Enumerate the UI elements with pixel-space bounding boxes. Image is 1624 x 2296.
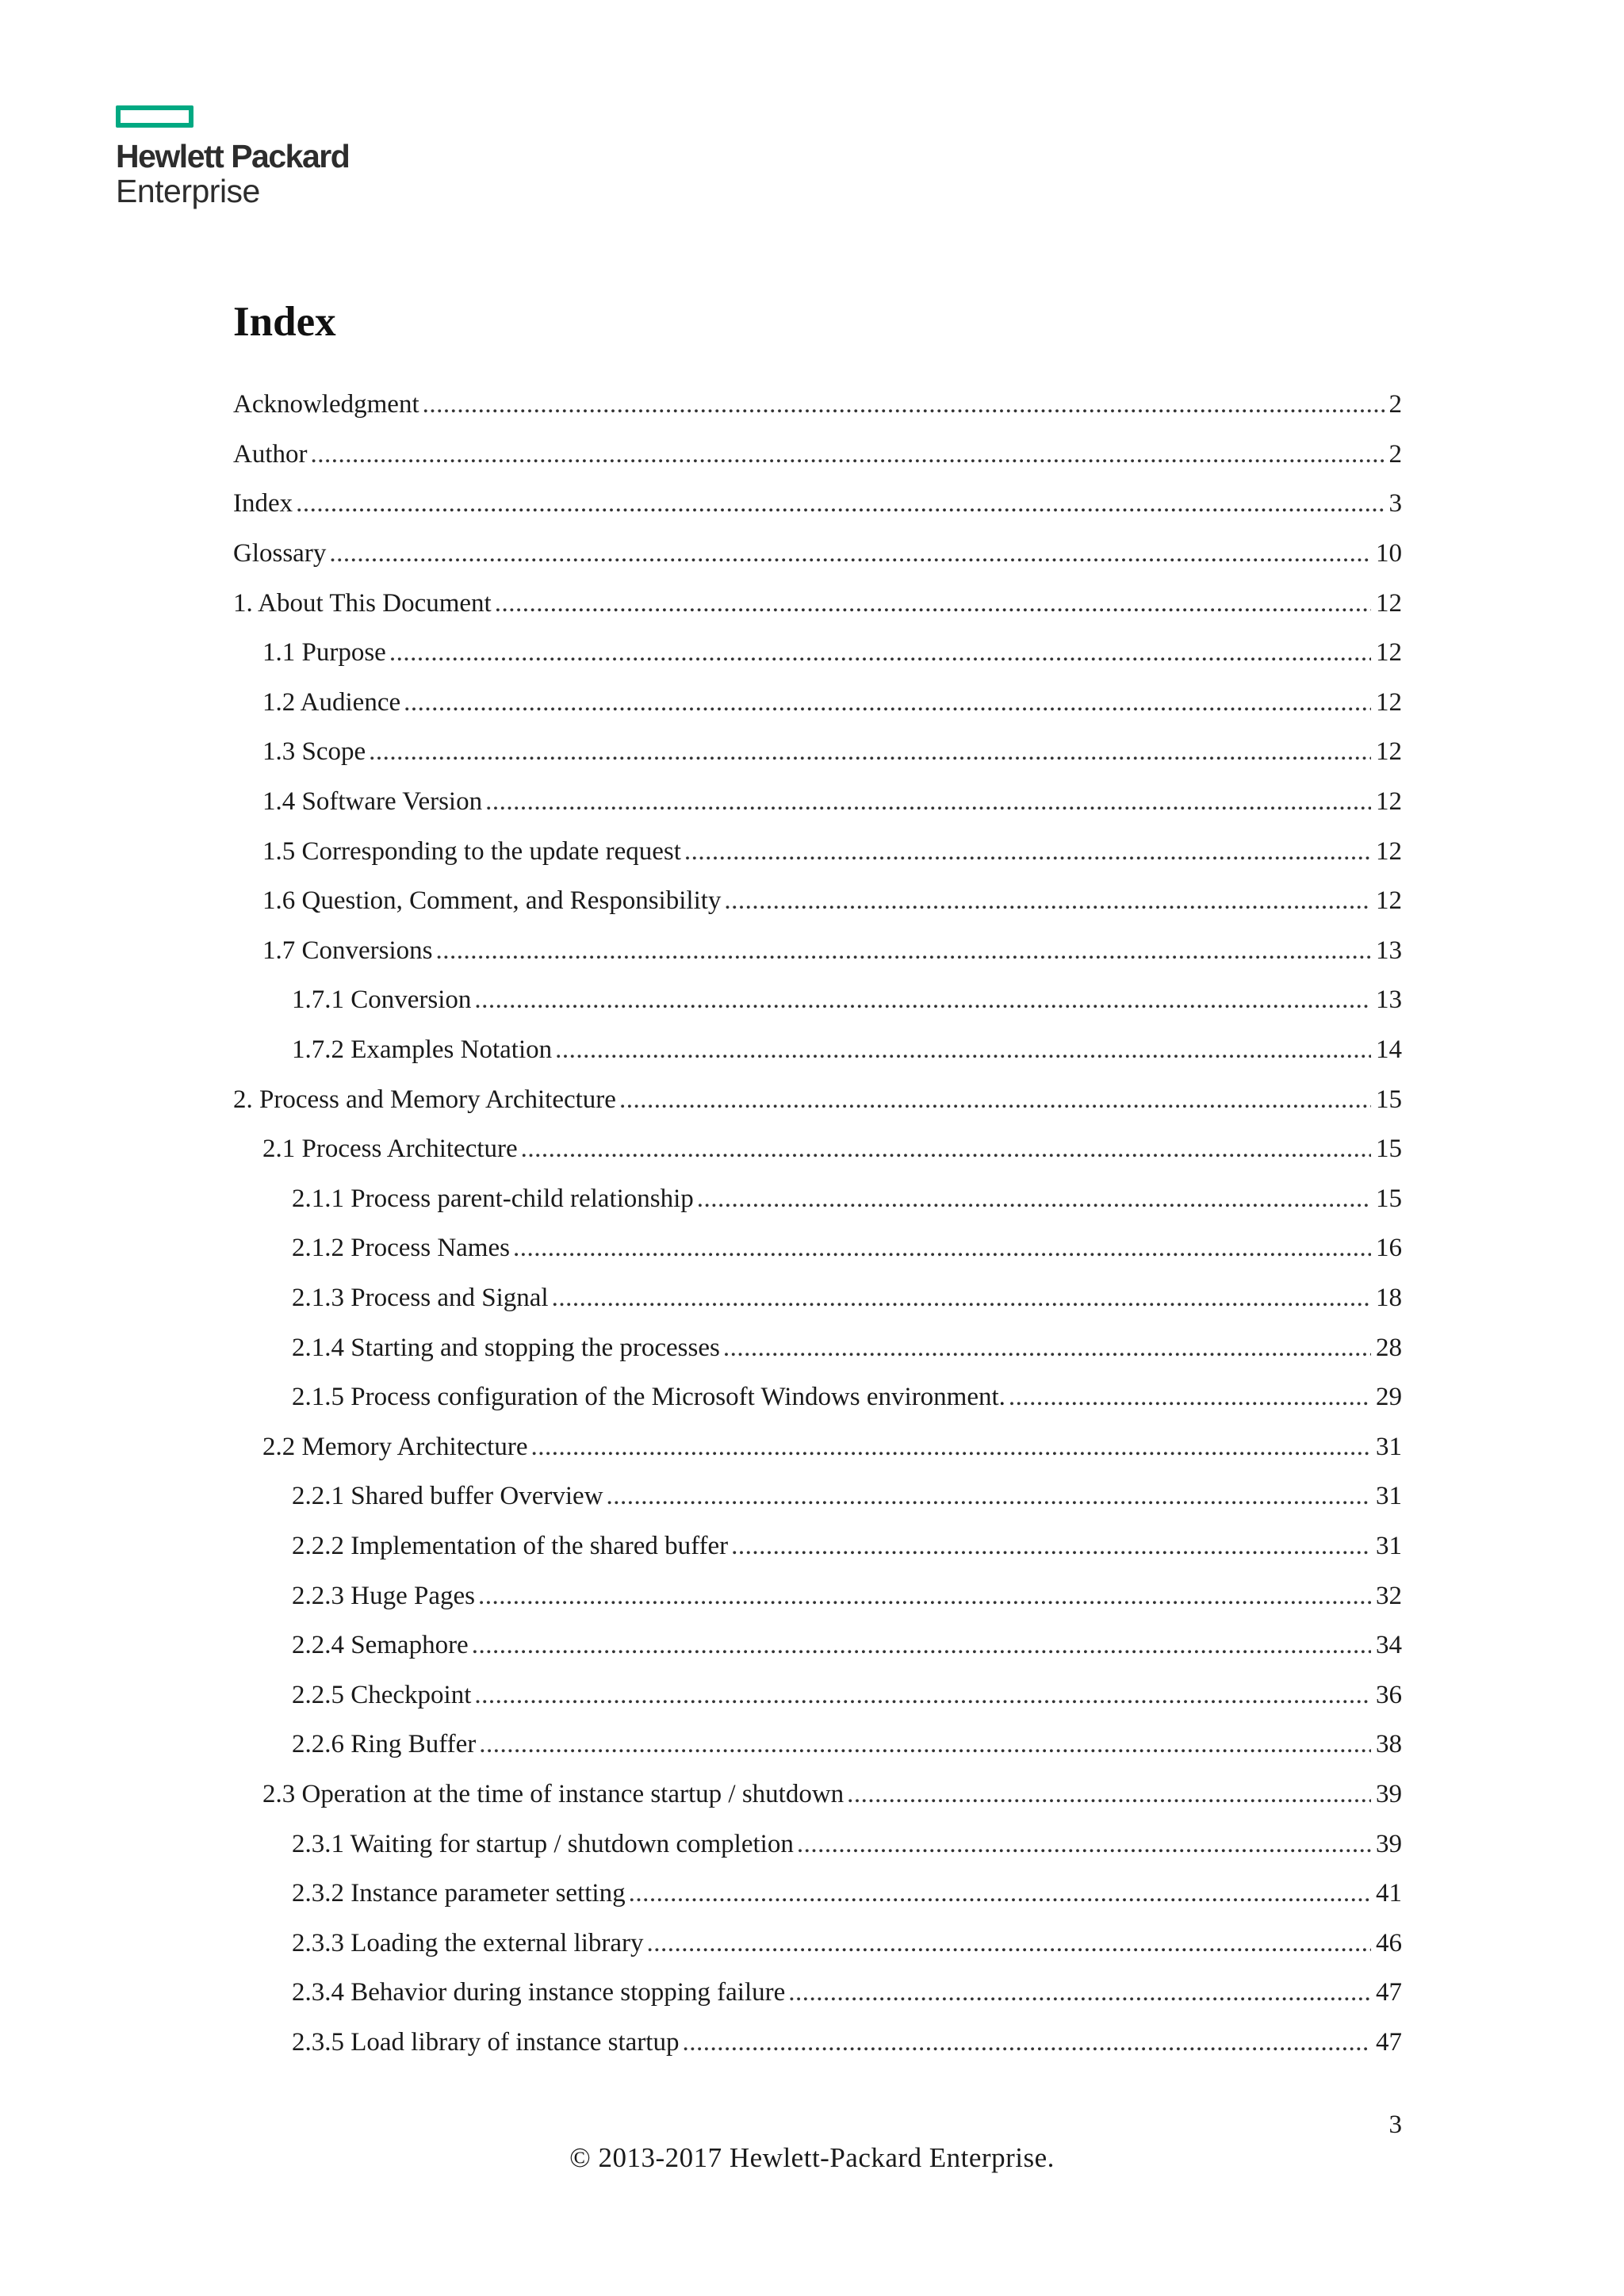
toc-entry[interactable] (233, 628, 1402, 678)
toc-entry-title: 2.3.1 Waiting for startup / shutdown completion (292, 1829, 794, 1858)
toc-entry-page: 12 (1376, 787, 1402, 817)
toc-entry-title: Acknowledgment (233, 390, 419, 419)
toc-dot-leader (797, 1828, 1371, 1860)
toc-entry-title: 1.2 Audience (262, 687, 401, 717)
hpe-logo (116, 105, 349, 209)
toc-entry[interactable] (233, 1521, 1402, 1571)
toc-entry-page: 41 (1376, 1879, 1402, 1908)
toc-entry-page: 15 (1376, 1135, 1402, 1164)
toc-entry-title: 1.6 Question, Comment, and Responsibility (262, 886, 722, 916)
toc-entry-page: 10 (1376, 539, 1402, 568)
toc-entry-title: 2.1.3 Process and Signal (292, 1283, 549, 1312)
toc-entry-title: Author (233, 439, 308, 469)
toc-dot-leader (530, 1431, 1371, 1463)
toc-dot-leader (555, 1034, 1371, 1066)
toc-dot-leader (472, 1629, 1371, 1661)
toc-dot-leader (847, 1778, 1371, 1810)
toc-entry[interactable] (233, 1621, 1402, 1670)
hpe-logo-bar-icon (116, 105, 193, 128)
toc-entry-page: 12 (1376, 638, 1402, 668)
toc-dot-leader (731, 1530, 1371, 1562)
toc-entry-page: 2 (1388, 390, 1402, 419)
toc-entry-page: 39 (1376, 1829, 1402, 1858)
logo-text-line2: Enterprise (116, 173, 260, 209)
toc-entry[interactable] (233, 578, 1402, 628)
toc-entry-title: 1. About This Document (233, 588, 492, 618)
toc-dot-leader (697, 1183, 1371, 1215)
toc-entry-page: 32 (1376, 1581, 1402, 1610)
toc-dot-leader (369, 736, 1371, 767)
toc-entry-page: 18 (1376, 1283, 1402, 1312)
toc-entry-page: 12 (1376, 588, 1402, 618)
toc-entry-page: 36 (1376, 1680, 1402, 1709)
toc-entry[interactable] (233, 1471, 1402, 1521)
toc-entry[interactable] (233, 1869, 1402, 1919)
toc-entry-page: 15 (1376, 1085, 1402, 1114)
toc-dot-leader (436, 935, 1372, 966)
toc-entry[interactable] (233, 1770, 1402, 1820)
toc-entry-title: 1.1 Purpose (262, 638, 386, 668)
toc-dot-leader (474, 984, 1371, 1016)
toc-entry-page: 14 (1376, 1035, 1402, 1065)
toc-dot-leader (723, 1332, 1371, 1364)
toc-entry-title: 1.7 Conversions (262, 936, 433, 965)
toc-entry[interactable] (233, 727, 1402, 777)
toc-entry-page: 12 (1376, 737, 1402, 767)
toc-dot-leader (788, 1976, 1371, 2008)
toc-entry[interactable] (233, 1968, 1402, 2018)
toc-entry[interactable] (233, 380, 1402, 430)
toc-entry[interactable] (233, 1223, 1402, 1273)
toc-dot-leader (389, 637, 1371, 668)
toc-entry-title: 1.5 Corresponding to the update request (262, 836, 681, 866)
toc-dot-leader (682, 2026, 1371, 2058)
toc-entry-page: 31 (1376, 1482, 1402, 1511)
toc-entry-title: 2.2.4 Semaphore (292, 1631, 469, 1660)
toc-entry-page: 12 (1376, 886, 1402, 916)
toc-dot-leader (296, 488, 1384, 519)
toc-dot-leader (513, 1232, 1371, 1264)
toc-entry[interactable] (233, 430, 1402, 480)
toc-entry[interactable] (233, 1422, 1402, 1471)
toc-entry-title: 2.3.2 Instance parameter setting (292, 1879, 626, 1908)
toc-entry-page: 38 (1376, 1730, 1402, 1759)
toc-dot-leader (552, 1282, 1371, 1314)
toc-entry-title: 1.3 Scope (262, 737, 366, 767)
toc-entry-title: 2.1 Process Architecture (262, 1135, 518, 1164)
toc-entry-page: 31 (1376, 1432, 1402, 1461)
toc-entry-title: 2.1.1 Process parent-child relationship (292, 1184, 694, 1213)
toc-entry[interactable] (233, 1670, 1402, 1720)
toc-entry-page: 47 (1376, 2027, 1402, 2057)
toc-dot-leader (485, 786, 1371, 817)
toc-entry-title: 2.2.6 Ring Buffer (292, 1730, 477, 1759)
toc-entry[interactable] (233, 777, 1402, 827)
toc-entry-page: 29 (1376, 1383, 1402, 1412)
toc-dot-leader (404, 687, 1371, 718)
toc-entry-title: Glossary (233, 539, 327, 568)
toc-entry[interactable] (233, 1571, 1402, 1621)
toc-entry[interactable] (233, 975, 1402, 1025)
toc-entry-title: 2.2.3 Huge Pages (292, 1581, 475, 1610)
toc-dot-leader (474, 1679, 1371, 1711)
toc-entry[interactable] (233, 479, 1402, 529)
toc-entry[interactable] (233, 1322, 1402, 1372)
toc-entry[interactable] (233, 1720, 1402, 1770)
toc-dot-leader (647, 1927, 1371, 1959)
toc-entry-title: 2.2 Memory Architecture (262, 1432, 528, 1461)
toc-entry-page: 13 (1376, 985, 1402, 1015)
page-number: 3 (1388, 2110, 1402, 2139)
toc-dot-leader (607, 1480, 1371, 1512)
toc-entry-title: 2. Process and Memory Architecture (233, 1085, 616, 1114)
toc-entry-title: 1.4 Software Version (262, 787, 483, 817)
toc-dot-leader (311, 438, 1385, 470)
toc-entry-page: 3 (1388, 489, 1402, 519)
toc-entry[interactable] (233, 1372, 1402, 1422)
toc-dot-leader (478, 1580, 1371, 1612)
toc-entry-title: 2.2.1 Shared buffer Overview (292, 1482, 603, 1511)
toc-entry-page: 39 (1376, 1779, 1402, 1808)
toc-entry[interactable] (233, 1174, 1402, 1224)
toc-entry-page: 12 (1376, 687, 1402, 717)
toc-entry[interactable] (233, 926, 1402, 976)
toc-dot-leader (684, 836, 1371, 867)
toc-entry[interactable] (233, 1273, 1402, 1323)
toc-entry-page: 31 (1376, 1531, 1402, 1560)
toc-entry-page: 12 (1376, 836, 1402, 866)
logo-text-line1: Hewlett Packard (116, 138, 350, 174)
toc-entry[interactable] (233, 1819, 1402, 1869)
toc-entry-page: 2 (1388, 439, 1402, 469)
toc-entry-title: 2.1.5 Process configuration of the Microsoft Windows environment. (292, 1383, 1005, 1412)
toc-dot-leader (1009, 1381, 1371, 1413)
toc-entry-page: 46 (1376, 1928, 1402, 1957)
toc-entry-title: 2.1.2 Process Names (292, 1234, 510, 1263)
toc-entry-title: 2.3.4 Behavior during instance stopping failure (292, 1978, 786, 2007)
toc-dot-leader (619, 1084, 1371, 1115)
toc-entry-page: 13 (1376, 936, 1402, 965)
toc-entry[interactable] (233, 529, 1402, 579)
toc-dot-leader (495, 587, 1371, 619)
toc-entry[interactable] (233, 1124, 1402, 1174)
toc-dot-leader (479, 1728, 1371, 1760)
toc-entry-title: 1.7.1 Conversion (292, 985, 472, 1015)
toc-entry-page: 16 (1376, 1234, 1402, 1263)
toc-entry-title: 2.3.3 Loading the external library (292, 1928, 644, 1957)
toc-entry[interactable] (233, 876, 1402, 926)
copyright-notice: © 2013-2017 Hewlett-Packard Enterprise. (569, 2142, 1055, 2173)
toc-dot-leader (724, 885, 1371, 916)
toc-entry[interactable] (233, 678, 1402, 728)
table-of-contents (233, 380, 1402, 2067)
toc-entry-page: 28 (1376, 1333, 1402, 1362)
toc-entry[interactable] (233, 826, 1402, 876)
toc-dot-leader (423, 388, 1385, 420)
toc-entry[interactable] (233, 1025, 1402, 1075)
toc-dot-leader (629, 1877, 1371, 1909)
toc-entry-title: 2.2.2 Implementation of the shared buffer (292, 1531, 729, 1560)
toc-entry-title: 2.1.4 Starting and stopping the processes (292, 1333, 720, 1362)
toc-entry-title: 1.7.2 Examples Notation (292, 1035, 553, 1065)
toc-dot-leader (329, 538, 1371, 569)
toc-entry[interactable] (233, 2018, 1402, 2068)
toc-entry[interactable] (233, 1074, 1402, 1124)
toc-entry-title: 2.2.5 Checkpoint (292, 1680, 472, 1709)
toc-entry-title: 2.3 Operation at the time of instance startup / shutdown (262, 1779, 845, 1808)
page-title: Index (233, 299, 336, 345)
toc-entry[interactable] (233, 1918, 1402, 1968)
toc-entry-title: Index (233, 489, 293, 519)
toc-entry-page: 47 (1376, 1978, 1402, 2007)
toc-entry-page: 34 (1376, 1631, 1402, 1660)
toc-entry-title: 2.3.5 Load library of instance startup (292, 2027, 680, 2057)
toc-entry-page: 15 (1376, 1184, 1402, 1213)
toc-dot-leader (521, 1133, 1371, 1165)
